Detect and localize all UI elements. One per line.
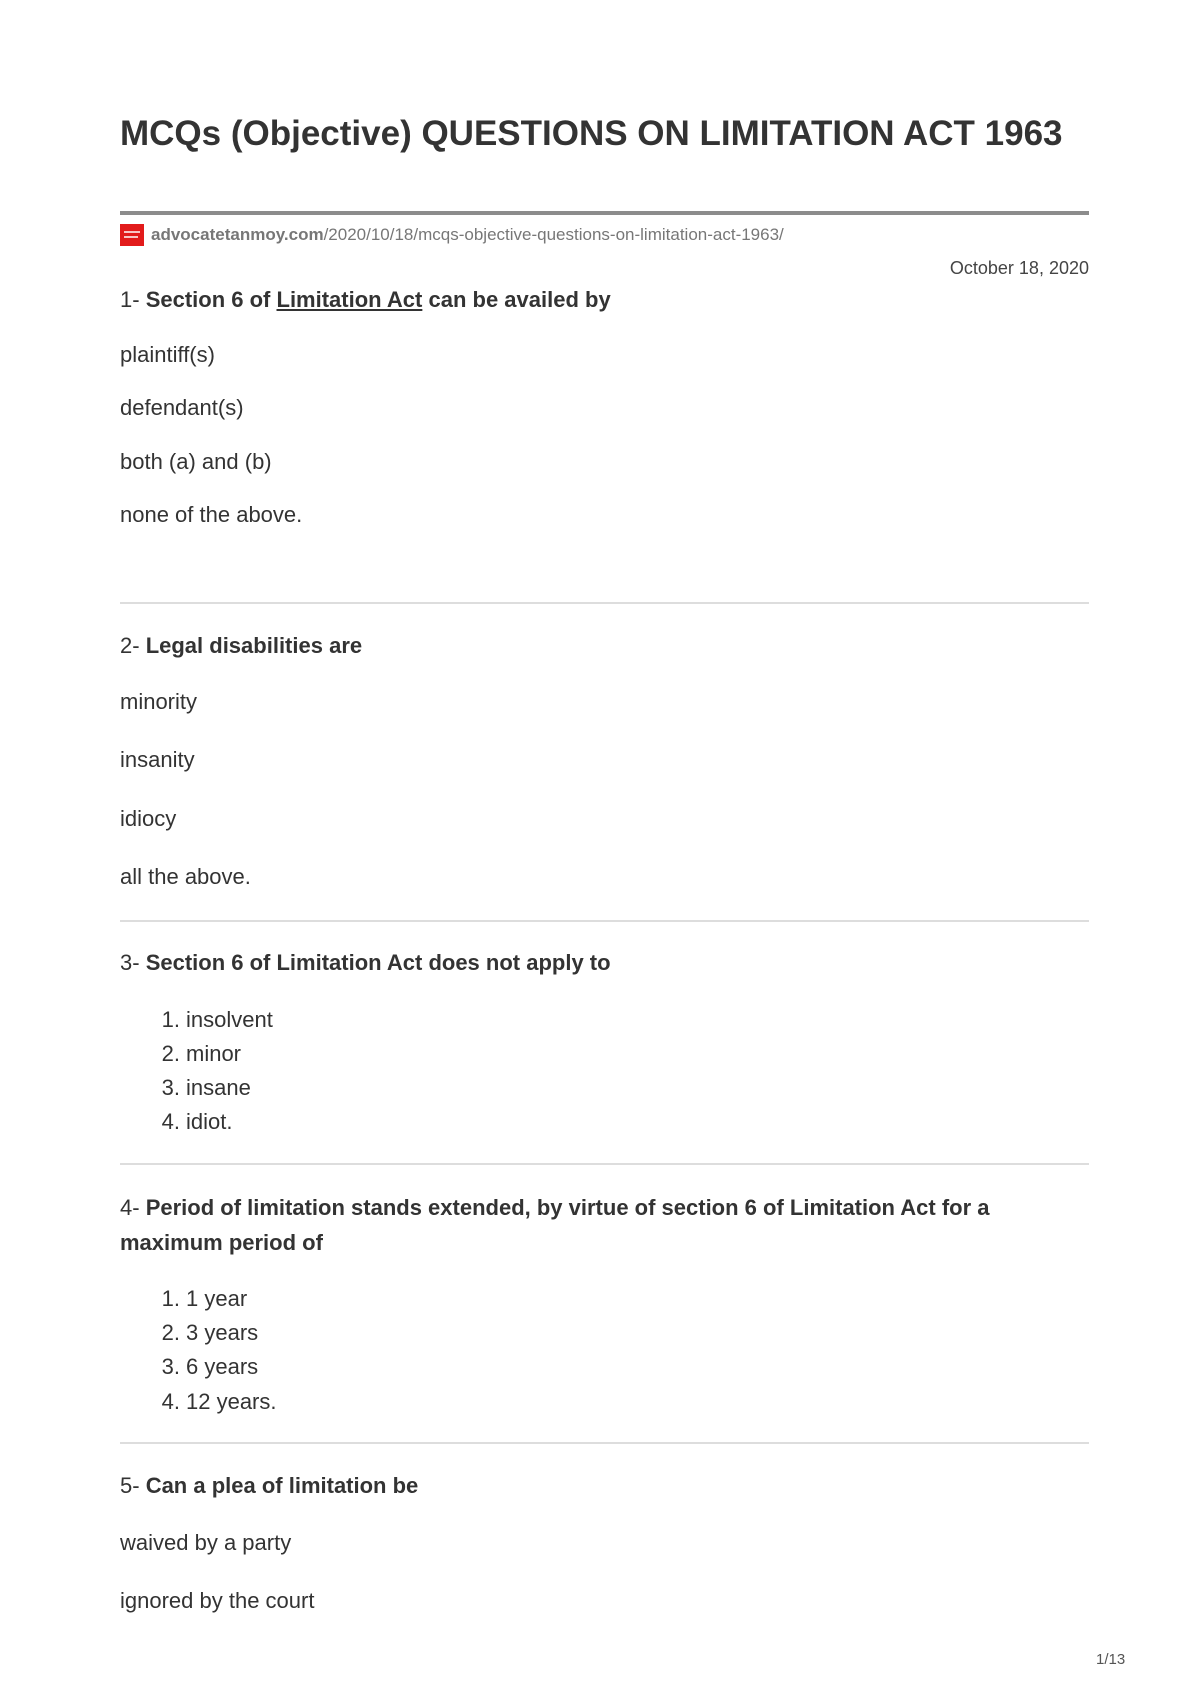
question-number: 3- (120, 950, 140, 975)
question-number: 5- (120, 1473, 140, 1498)
question-4 (120, 1190, 1089, 1260)
page-title: MCQs (Objective) QUESTIONS ON LIMITATION ACT 1963 (120, 114, 1063, 153)
question-text: Period of limitation stands extended, by virtue of section 6 of Limitation Act for a maximum period of (120, 1195, 990, 1255)
limitation-act-link[interactable]: Limitation Act (276, 287, 423, 312)
list-item: 3. insane (161, 1075, 251, 1100)
page-number: 1/13 (1096, 1651, 1126, 1668)
question-number: 4- (120, 1195, 140, 1220)
option: plaintiff(s) (120, 342, 215, 367)
question-1 (120, 282, 1089, 317)
list-item: 1. 1 year (161, 1286, 248, 1311)
option: both (a) and (b) (120, 449, 272, 474)
question-divider (120, 1442, 1089, 1444)
source-path[interactable]: /2020/10/18/mcqs-objective-questions-on-limitation-act-1963/ (323, 225, 784, 244)
question-3 (120, 945, 1089, 980)
question-text: Can a plea of limitation be (145, 1473, 419, 1498)
list-item: 4. 12 years. (161, 1389, 277, 1414)
question-text: Section 6 of Limitation Act can be availed by (145, 287, 611, 312)
option: minority (120, 689, 198, 714)
question-divider (120, 920, 1089, 922)
question-text: Section 6 of Limitation Act does not apply to (145, 950, 611, 975)
list-item: 2. 3 years (161, 1320, 259, 1345)
title-divider (120, 211, 1089, 215)
list-item: 1. insolvent (161, 1007, 273, 1032)
option: defendant(s) (120, 395, 244, 420)
post-date: October 18, 2020 (949, 258, 1089, 278)
option: insanity (120, 747, 195, 772)
option: idiocy (120, 806, 177, 831)
source-domain[interactable]: advocatetanmoy.com (151, 225, 324, 244)
question-5 (120, 1468, 1089, 1503)
question-divider (120, 1163, 1089, 1165)
option: all the above. (120, 864, 251, 889)
question-text: Legal disabilities are (145, 633, 363, 658)
question-2 (120, 628, 1089, 663)
option: ignored by the court (120, 1588, 315, 1613)
question-number: 2- (120, 633, 140, 658)
option: none of the above. (120, 502, 303, 527)
list-item: 2. minor (161, 1041, 242, 1066)
source-url[interactable] (120, 224, 784, 246)
site-favicon-icon (120, 224, 144, 246)
question-number: 1- (120, 287, 140, 312)
list-item: 4. idiot. (161, 1109, 233, 1134)
option: waived by a party (120, 1530, 292, 1555)
list-item: 3. 6 years (161, 1354, 259, 1379)
question-divider (120, 602, 1089, 604)
